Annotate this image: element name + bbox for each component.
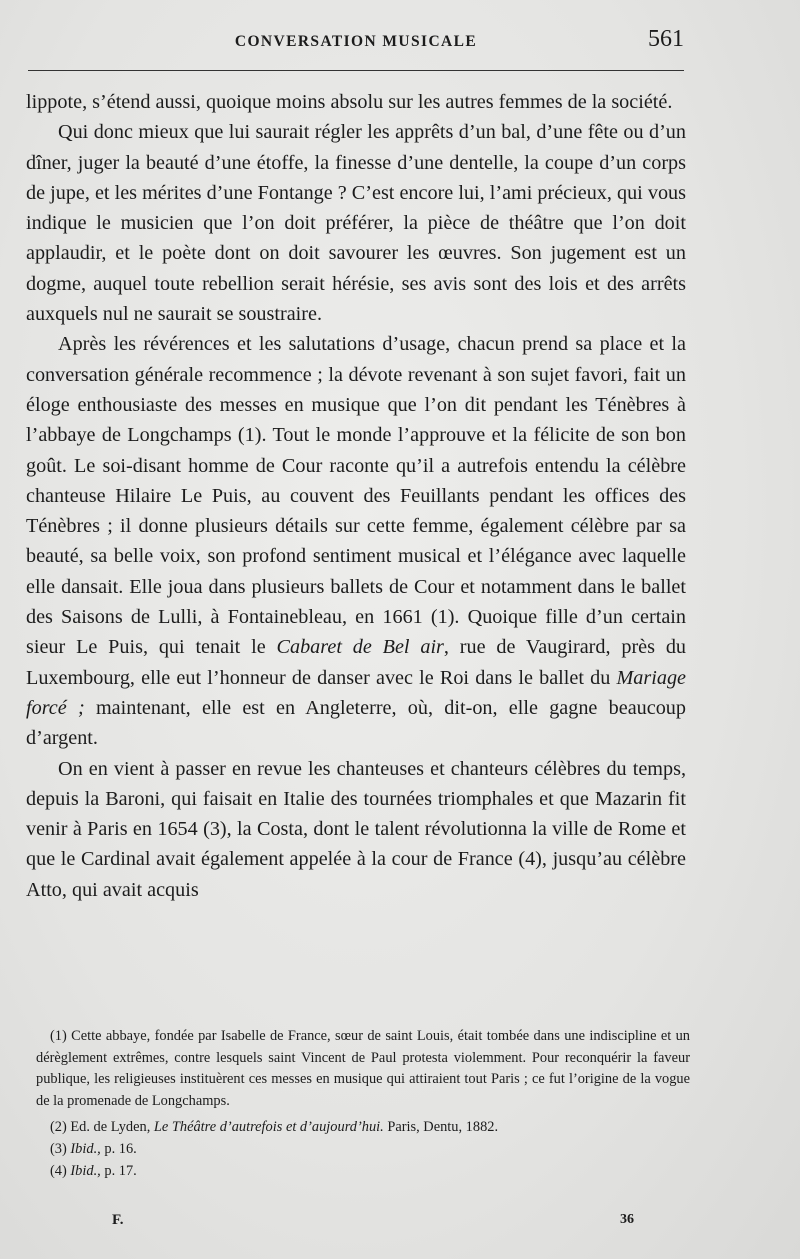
footnote-3-ibid: Ibid.,: [70, 1140, 101, 1157]
footnote-3: [36, 1139, 690, 1161]
footnote-4-suffix: p. 17.: [100, 1162, 137, 1179]
paragraph-3: [26, 329, 686, 753]
footnote-4-prefix: (4): [50, 1162, 71, 1179]
paragraph-1: lippote, s’étend aussi, quoique moins absolu sur les autres femmes de la société.: [26, 91, 673, 113]
paragraph-3-italic-cabaret: Cabaret de Bel air: [276, 636, 444, 659]
running-title: CONVERSATION MUSICALE: [234, 33, 478, 50]
footnote-3-prefix: (3): [50, 1140, 71, 1157]
paragraph-4: On en vient à passer en revue les chanteuses et chanteurs célèbres du temps, depuis la Baroni, qui faisait en Italie des tournées triomphales et que Mazarin fit venir à Paris en 1654 (3), la Costa, dont le talent révolutionna la ville de Rome et que le Cardinal avait également appelée à la cour de France (4), jusqu’au célèbre Atto, qui avait acquis: [26, 757, 686, 901]
signature-mark: F.: [112, 1212, 124, 1228]
footnote-2-title: Le Théâtre d’autrefois et d’aujourd’hui.: [153, 1119, 384, 1136]
sheet-number: 36: [620, 1212, 634, 1227]
footnote-2-suffix: Paris, Dentu, 1882.: [383, 1119, 499, 1136]
footnotes: [36, 1026, 690, 1182]
body-text: [26, 87, 686, 905]
footnote-3-suffix: p. 16.: [100, 1140, 137, 1157]
footnote-4-ibid: Ibid.,: [70, 1162, 101, 1179]
footnote-2: [36, 1117, 690, 1139]
paragraph-3-text-2: , rue de Vaugirard, près du Luxembourg, elle eut l’honneur de danser avec le Roi dans le ballet du: [26, 636, 687, 689]
page-header: [28, 26, 684, 60]
paragraph-3-text: Après les révérences et les salutations d’usage, chacun prend sa place et la conversation générale recommence ; la dévote revenant à son sujet favori, fait un éloge enthousiaste des messes en musique que l’on dit pendant les Ténèbres à l’abbaye de Longchamps (1). Tout le monde l’approuve et la félicite de son bon goût. Le soi-disant homme de Cour raconte qu’il a autrefois entendu la célèbre chanteuse Hilaire Le Puis, au couvent des Feuillants pendant les offices des Ténèbres ; il donne plusieurs détails sur cette femme, également célèbre par sa beauté, sa belle voix, son profond sentiment musical et l’élégance avec laquelle elle dansait. Elle joua dans plusieurs ballets de Cour et notamment dans le ballet des Saisons de Lulli, à Fontainebleau, en 1661 (1). Quoique fille d’un certain sieur Le Puis, qui tenait le: [26, 333, 686, 659]
footnote-4: [36, 1161, 690, 1183]
footnote-2-prefix: (2) Ed. de Lyden,: [50, 1119, 154, 1136]
paragraph-3-text-3: maintenant, elle est en Angleterre, où, dit-on, elle gagne beaucoup d’argent.: [26, 696, 686, 750]
footnote-1: (1) Cette abbaye, fondée par Isabelle de France, sœur de saint Louis, était tombée dans une indiscipline et un dérèglement extrêmes, contre lesquels saint Vincent de Paul protesta violemment. Pour reconquérir la faveur publique, les religieuses instituèrent ces messes en musique qui attiraient tout Paris ; ce fut l’origine de la vogue de la promenade de Longchamps.: [36, 1028, 690, 1109]
header-rule: [28, 70, 684, 71]
page-number: 561: [648, 26, 684, 52]
paragraph-2: Qui donc mieux que lui saurait régler les apprêts d’un bal, d’une fête ou d’un dîner, juger la beauté d’une étoffe, la finesse d’une dentelle, la coupe d’un corps de jupe, et les mérites d’une Fontange ? C’est encore lui, l’ami précieux, qui vous indique le musicien que l’on doit préférer, la pièce de théâtre que l’on doit applaudir, et le poète dont on doit savourer les œuvres. Son jugement est un dogme, auquel toute rebellion serait hérésie, ses avis sont des lois et des arrêts auxquels nul ne saurait se soustraire.: [26, 121, 686, 326]
paragraph-3-italic-mariage: Mariage forcé ;: [26, 666, 686, 719]
